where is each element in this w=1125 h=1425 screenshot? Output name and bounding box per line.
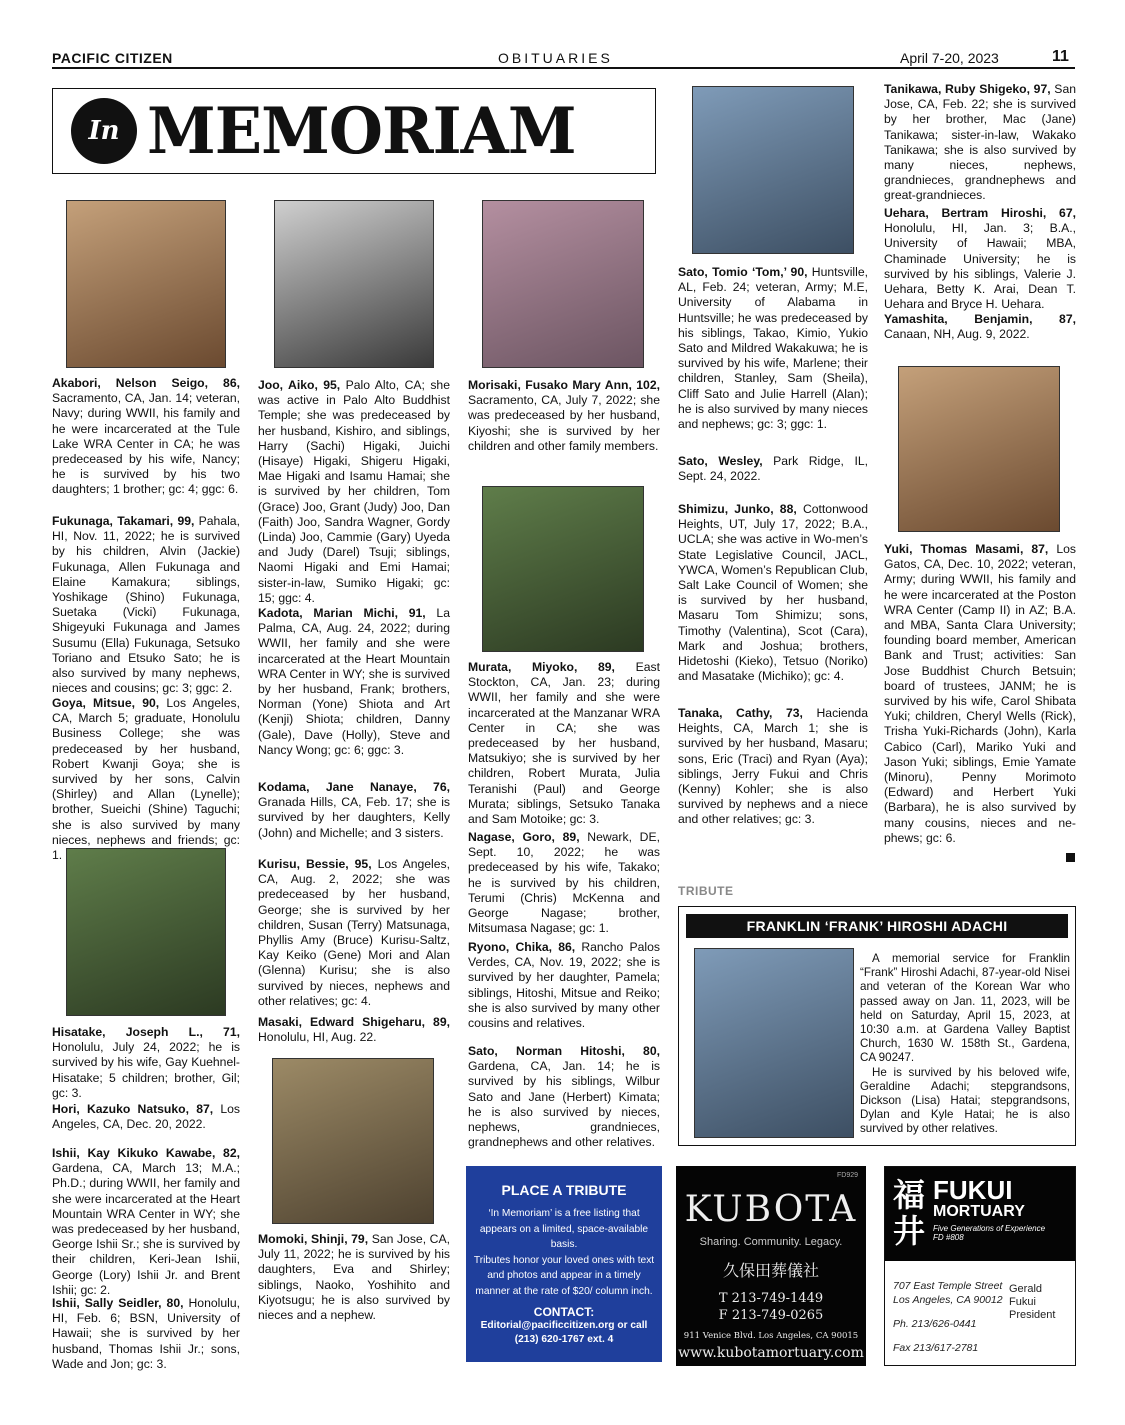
kubota-address: 911 Venice Blvd. Los Angeles, CA 90015 bbox=[683, 1331, 859, 1341]
in-memoriam-banner bbox=[52, 88, 656, 174]
obit-name: Sato, Wesley, bbox=[678, 454, 763, 468]
in-badge: In bbox=[71, 98, 137, 164]
photo-morisaki bbox=[482, 200, 644, 368]
obit-name: Morisaki, Fusako Mary Ann, 102, bbox=[468, 378, 660, 392]
obit-text: Gardena, CA, Jan. 14; he is survived by his siblings, Wilbur Sato and Jane (Herbert) Kimata; he is also survived by nieces, nephews, grandnieces, grandnephews and other relatives. bbox=[468, 1059, 660, 1150]
obit-ishii-kay bbox=[52, 1146, 240, 1298]
tribute-label: TRIBUTE bbox=[678, 884, 734, 898]
photo-joo bbox=[274, 200, 434, 368]
photo-akabori bbox=[66, 200, 226, 368]
fukui-mortuary: MORTUARY bbox=[933, 1203, 1025, 1220]
obit-text: Honolulu, HI, Jan. 3; B.A., University of Hawaii; MBA, Chaminade University; he is survived by his siblings, Valerie J. Uehara, Betty K. Arai, Dean T. Uehara and Bryce H. Uehara. bbox=[884, 221, 1076, 312]
kubota-web[interactable]: www.kubotamortuary.com bbox=[678, 1345, 864, 1361]
obit-text: Newark, DE, Sept. 10, 2022; he was predeceased by his wife, Takako; he is survived by his children, Terumi (Chris) McKenna and George Nagase; brother, Mitsumasa Nagase; gc: 1. bbox=[468, 830, 660, 936]
obit-text: San Jose, CA, Feb. 22; she is survived by her brother, Mac (Jane) Tanikawa; sister-in-law, Wakako Tanikawa; she is also survived by many nieces, nephews, grandnieces, grandnephews and great-grandnieces. bbox=[884, 82, 1076, 203]
obit-text: Palo Alto, CA; she was active in Palo Alto Buddhist Temple; she was predeceased by her husband, Kishiro, and siblings, Harry (Sachi) Higaki, Juichi (Hisaye) Higaki, Shigeru Higaki, Mae Higaki and Isamu Hamai; she is survived by her children, Tom (Grace) Joo, Grant (Judy) Joo, Dan (Faith) Joo, Sandra Wagner, Gordy (Linda) Joo, Cammie (Gary) Uyeda and Judy (Darel) Tsuji; siblings, Naomi Higaki and Emi Hamai; sister-in-law, Sumiko Higaki; gc: 15; ggc: 4. bbox=[258, 378, 450, 605]
obit-shimizu bbox=[678, 502, 868, 684]
obit-text: Cottonwood Heights, UT, July 17, 2022; B.A., UCLA; she was active in Wo-men’s State Legislative Council, JACL, YWCA, Women’s Republican Club, Salt Lake Council of Women; she is survived by her husband, Masaru Tom Shimizu; sons, Timothy (Valentina), Scot (Cara), Mark and Joshua; brothers, Hidetoshi (Kieko), Tetsuo (Noriko) and Masatake (Michiko); gc: 4. bbox=[678, 502, 868, 684]
obit-text: Honolulu, HI, Feb. 6; BSN, University of Hawaii; she is survived by her husband, Thomas Ishii Jr.; sons, Wade and Jon; gc: 3. bbox=[52, 1296, 240, 1371]
obit-text: Los Gatos, CA, Dec. 10, 2022; veteran, Army; during WWII, his family and he were incarcerated at the Poston WRA Center (Camp II) in AZ; B.A. and MBA, Santa Clara University; founding board member, American Bank and Trust; activities: San Jose Buddhist Church Betsuin; board of trustees, JANM; he is survived by his wife, Carol Shibata Yuki; children, Cheryl Wells (Rick), Trisha Yuki-Richards (John), Karla Cabico (Carl), Mariko Yuki and Jason Yuki; siblings, Emie Yamate (Minoru), Penny Morimoto (Edward) and Herbert Yuki (Barbara), he is also survived by many cousins, nieces and ne-phews; gc: 6. bbox=[884, 542, 1076, 845]
obit-tanikawa bbox=[884, 82, 1076, 204]
obit-akabori bbox=[52, 376, 240, 498]
obit-tanaka bbox=[678, 706, 868, 828]
obit-name: Hisatake, Joseph L., 71, bbox=[52, 1025, 240, 1039]
obit-kadota bbox=[258, 606, 450, 758]
obit-text: Gardena, CA, March 13; M.A.; Ph.D.; during WWII, her family and she were incarcerated at the Heart Mountain WRA Center in WY; she was predeceased by her husband, George Ishii Sr.; she is survived by their children, Keri-Jean Ishii, George (Lory) Ishii Jr. and Brent Ishii; gc: 2. bbox=[52, 1161, 240, 1297]
fukui-address-2: Los Angeles, CA 90012 bbox=[893, 1294, 1003, 1306]
obit-text: Huntsville, AL, Feb. 24; veteran, Army; M.E, University of Alabama in Huntsville; he was predeceased by his siblings, Takao, Kimio, Yukio Sato and Mildred Wakakuwa; he is survived by his wife, Marlene; their children, Stanley, Sam (Sheila), Cliff Sato and Julie Harrell (Alan); he is also survived by many nieces and nephews; gc: 3; ggc: 1. bbox=[678, 265, 869, 432]
obit-name: Tanaka, Cathy, 73, bbox=[678, 706, 803, 720]
obit-ryono bbox=[468, 940, 660, 1031]
fukui-phone: Ph. 213/626-0441 bbox=[893, 1318, 977, 1330]
section-title: OBITUARIES bbox=[498, 50, 613, 66]
tribute-text bbox=[860, 952, 1070, 1137]
kubota-ad bbox=[676, 1166, 866, 1366]
obit-text: Granada Hills, CA, Feb. 17; she is survived by her daughters, Kelly (John) and Michelle; and 3 sisters. bbox=[258, 795, 450, 840]
obit-name: Masaki, Edward Shigeharu, 89, bbox=[258, 1015, 450, 1029]
fukui-address-1: 707 East Temple Street bbox=[893, 1280, 1003, 1292]
fukui-kanji-2: 井 bbox=[893, 1212, 926, 1250]
fukui-fd: FD #808 bbox=[933, 1233, 964, 1242]
tribute-paragraph-2: He is survived by his beloved wife, Geraldine Adachi; stepgrandsons, Dickson (Lisa) Hatai; stepgrandsons, Dylan and Kyle Hatai; he is also survived by other relatives. bbox=[860, 1065, 1070, 1136]
obit-text: East Stockton, CA, Jan. 23; during WWII, her family and she were incarcerated at the Manzanar WRA Center in CA; she was predeceased by her husband, Matsukiyo; she is survived by her children, Robert Murata, Julia Teranishi (Paul) and George Murata; siblings, Setsuko Tanaka and Sam Motoike; gc: 3. bbox=[468, 660, 660, 827]
obit-yamashita bbox=[884, 312, 1076, 342]
obit-text: San Jose, CA, July 11, 2022; he is survived by his daughters, Eva and Shirley; siblings, Naoko, Yoshihito and Kiyotsugu; he is also survived by nieces and a nephew. bbox=[258, 1232, 450, 1323]
place-tribute-contact-label: CONTACT: bbox=[533, 1305, 595, 1319]
obit-ishii-sally bbox=[52, 1296, 240, 1372]
obit-name: Ishii, Kay Kikuko Kawabe, 82, bbox=[52, 1146, 240, 1160]
obit-kodama bbox=[258, 780, 450, 841]
obit-sato-tomio bbox=[678, 265, 868, 432]
kubota-name: KUBOTA bbox=[684, 1189, 858, 1230]
fukui-person-3: President bbox=[1009, 1309, 1056, 1321]
publication-logo bbox=[52, 50, 173, 66]
photo-adachi bbox=[694, 948, 854, 1138]
obit-momoki bbox=[258, 1232, 450, 1323]
fukui-header bbox=[885, 1167, 1075, 1261]
kubota-phone: T 213-749-1449 bbox=[718, 1291, 824, 1306]
obit-text: Sacramento, CA, Jan. 14; veteran, Navy; during WWII, his family and he were incarcerated at the Tule Lake WRA Center in CA; he was predeceased by his wife, Nancy; he is survived by his two daughters; 1 brother; gc: 4; ggc: 6. bbox=[52, 391, 240, 497]
obit-name: Goya, Mitsue, 90, bbox=[52, 696, 160, 710]
obit-text: Pahala, HI, Nov. 11, 2022; he is survived by his children, Alvin (Jackie) Fukunaga, Allen Fukunaga and Elaine Kamakura; siblings, Yoshikage (Shino) Fukunaga, Suetaka (Vicki) Fukunaga, Shigeyuki Fukunaga and James Susumu (Ella) Fukunaga, Setsuko Toriano and Etsuko Sato; he is also survived by many nephews, nieces and cousins; gc: 3; ggc: 2. bbox=[52, 514, 240, 696]
obit-name: Fukunaga, Takamari, 99, bbox=[52, 514, 195, 528]
obit-text: Los Angeles, CA, March 5; graduate, Honolulu Business College; she was predeceased by her husband, Robert Kwanji Goya; she is survived by her sons, Calvin (Shirley) and Allan (Lynelle); brother, Sueichi (Shine) Taguchi; she is also survived by many nieces, nephews and friends; gc: 1. bbox=[52, 696, 240, 863]
kubota-kanji: 久保田葬儀社 bbox=[722, 1261, 819, 1280]
fukui-ad bbox=[884, 1166, 1076, 1366]
obit-hisatake bbox=[52, 1025, 240, 1101]
obit-sato-norman bbox=[468, 1044, 660, 1150]
obit-hori bbox=[52, 1102, 240, 1132]
obit-nagase bbox=[468, 830, 660, 936]
obit-sato-wesley bbox=[678, 454, 868, 484]
place-tribute-line-2: Tributes honor your loved ones with text and photos and appear in a timely manner at the rate of $20/ column inch. bbox=[473, 1254, 655, 1297]
tribute-heading: FRANKLIN ‘FRANK’ HIROSHI ADACHI bbox=[686, 914, 1068, 938]
obit-name: Sato, Tomio ‘Tom,’ 90, bbox=[678, 265, 808, 279]
obit-yuki bbox=[884, 542, 1076, 846]
issue-date: April 7-20, 2023 bbox=[900, 50, 999, 66]
obit-name: Ryono, Chika, 86, bbox=[468, 940, 576, 954]
publication-name: PACIFIC CITIZEN bbox=[52, 50, 173, 66]
obit-text: Sacramento, CA, July 7, 2022; she was predeceased by her husband, Kiyoshi; she is survived by her children and other family members. bbox=[468, 393, 660, 453]
fukui-fax: Fax 213/617-2781 bbox=[893, 1342, 979, 1354]
fukui-name: FUKUI bbox=[933, 1175, 1013, 1205]
obit-uehara bbox=[884, 206, 1076, 312]
kubota-fax: F 213-749-0265 bbox=[718, 1308, 824, 1323]
obit-name: Murata, Miyoko, 89, bbox=[468, 660, 615, 674]
obit-name: Yamashita, Benjamin, 87, bbox=[884, 312, 1076, 326]
kubota-tagline: Sharing. Community. Legacy. bbox=[699, 1236, 843, 1248]
obit-name: Akabori, Nelson Seigo, 86, bbox=[52, 376, 240, 390]
fukui-kanji bbox=[893, 1177, 925, 1251]
photo-momoki bbox=[272, 1058, 434, 1224]
page-number: 11 bbox=[1052, 48, 1069, 65]
fukui-person-2: Fukui bbox=[1009, 1296, 1036, 1308]
obit-name: Tanikawa, Ruby Shigeko, 97, bbox=[884, 82, 1051, 96]
photo-hisatake bbox=[66, 848, 226, 1016]
obit-kurisu bbox=[258, 857, 450, 1009]
fukui-person-1: Gerald bbox=[1009, 1283, 1043, 1295]
banner-title: MEMORIAM bbox=[147, 93, 576, 169]
obit-text: Honolulu, July 24, 2022; he is survived by his wife, Gay Kuehnel-Hisatake; 5 children; brother, Gil; gc: 3. bbox=[52, 1040, 240, 1100]
obit-goya bbox=[52, 696, 240, 863]
obit-text: Rancho Palos Verdes, CA, Nov. 19, 2022; she is survived by her daughter, Pamela; siblings, Hitoshi, Mitsue and Reiko; she is also survived by many other cousins and relatives. bbox=[468, 940, 660, 1031]
place-tribute-line-1: ‘In Memoriam’ is a free listing that appears on a limited, space-available basis. bbox=[479, 1208, 649, 1250]
photo-murata bbox=[482, 486, 644, 652]
obit-name: Hori, Kazuko Natsuko, 87, bbox=[52, 1102, 214, 1116]
obit-name: Shimizu, Junko, 88, bbox=[678, 502, 797, 516]
photo-yuki bbox=[898, 366, 1060, 532]
fukui-tagline: Five Generations of Experience bbox=[933, 1224, 1046, 1233]
obit-name: Kadota, Marian Michi, 91, bbox=[258, 606, 426, 620]
obit-text: Los Angeles, CA, Aug. 2, 2022; she was predeceased by her husband, George; she is survived by her children, Susan (Terry) Matsunaga, Phyllis Amy (Bruce) Kurisu-Saltz, Kay Keiko (Gene) Mori and Alan (Glenna) Kurisu; she is also survived by nieces, nephews and other relatives; gc: 4. bbox=[258, 857, 450, 1008]
obit-murata bbox=[468, 660, 660, 827]
obit-name: Kodama, Jane Nanaye, 76, bbox=[258, 780, 450, 794]
fukui-kanji-1: 福 bbox=[893, 1176, 926, 1214]
obit-text: Hacienda Heights, CA, March 1; she is survived by her husband, Masaru; sons, Eric (Traci) and Ryan (Aya); siblings, Jerry Fukui and Chris (Kenny) Kohler; she is also survived by nephews and a niece and other relatives; gc: 3. bbox=[678, 706, 868, 827]
obit-text: La Palma, CA, Aug. 24, 2022; during WWII, her family and she were incarcerated at the Heart Mountain WRA Center in WY; she is survived by her husband, Frank; brothers, Norman (Yone) Shiota and Art (Kenji) Shiota; children, Danny (Gale), Dave (Holly), Steve and Nancy Wong; gc: 6; ggc: 3. bbox=[258, 606, 450, 757]
obit-name: Momoki, Shinji, 79, bbox=[258, 1232, 369, 1246]
obit-masaki bbox=[258, 1015, 450, 1045]
obit-joo bbox=[258, 378, 450, 606]
photo-sato-tomio bbox=[692, 86, 854, 254]
obit-name: Ishii, Sally Seidler, 80, bbox=[52, 1296, 184, 1310]
obit-name: Uehara, Bertram Hiroshi, 67, bbox=[884, 206, 1076, 220]
obit-fukunaga bbox=[52, 514, 240, 696]
header-rule bbox=[52, 67, 1075, 69]
obit-text: Canaan, NH, Aug. 9, 2022. bbox=[884, 327, 1030, 342]
end-mark bbox=[1066, 849, 1075, 867]
obit-text: Los Angeles, CA, Dec. 20, 2022. bbox=[52, 1102, 240, 1132]
tribute-paragraph-1: A memorial service for Franklin “Frank” Hiroshi Adachi, 87-year-old Nisei and veteran of the Korean War who passed away on Jan. 11, 2023, will be held on Saturday, April 15, 2023, at 10:30 a.m. at Gardena Valley Baptist Church, 1630 W. 158th St., Gardena, CA 90247. bbox=[860, 952, 1070, 1065]
obit-text: Park Ridge, IL, Sept. 24, 2022. bbox=[678, 454, 869, 484]
obit-name: Kurisu, Bessie, 95, bbox=[258, 857, 372, 871]
obit-name: Joo, Aiko, 95, bbox=[258, 378, 341, 392]
obit-name: Sato, Norman Hitoshi, 80, bbox=[468, 1044, 660, 1058]
kubota-code: FD929 bbox=[836, 1172, 858, 1179]
obit-name: Nagase, Goro, 89, bbox=[468, 830, 580, 844]
obit-morisaki bbox=[468, 378, 660, 454]
obit-name: Yuki, Thomas Masami, 87, bbox=[884, 542, 1049, 556]
place-tribute-ad bbox=[466, 1166, 662, 1362]
place-tribute-title: PLACE A TRIBUTE bbox=[501, 1182, 627, 1198]
obit-text: Honolulu, HI, Aug. 22. bbox=[258, 1030, 377, 1045]
place-tribute-contact[interactable]: Editorial@pacificcitizen.org or call (213) 620-1767 ext. 4 bbox=[480, 1320, 648, 1345]
